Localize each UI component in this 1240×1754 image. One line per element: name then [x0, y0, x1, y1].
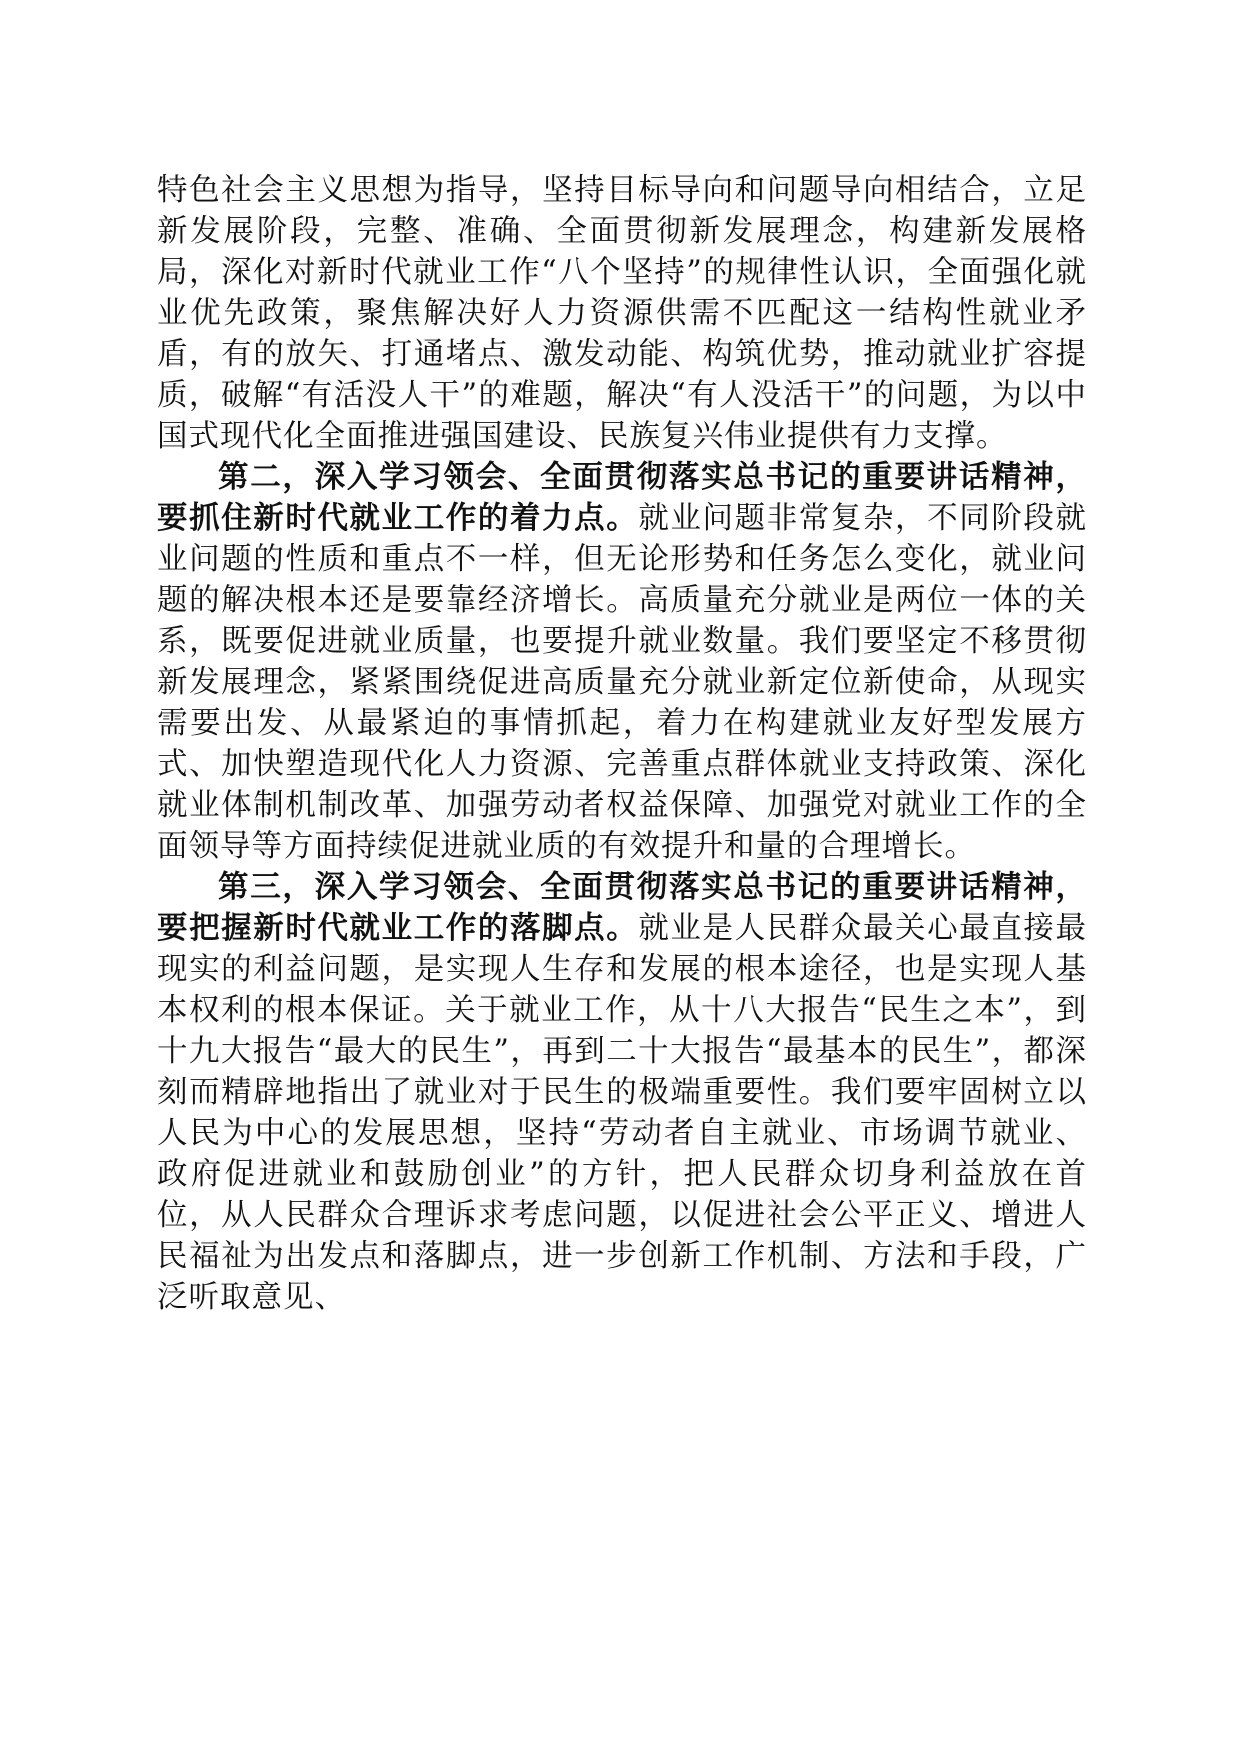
paragraph-text: 就业问题非常复杂，不同阶段就业问题的性质和重点不一样，但无论形势和任务怎么变化，就业问题的解决根本还是要靠经济增长。高质量充分就业是两位一体的关系，既要促进就业质量，也要提升就业数量。我们要坚定不移贯彻新发展理念，紧紧围绕促进高质量充分就业新定位新使命，从现实需要出发、从最紧迫的事情抓起，着力在构建就业友好型发展方式、加快塑造现代化人力资源、完善重点群体就业支持政策、深化就业体制机制改革、加强劳动者权益保障、加强党对就业工作的全面领导等方面持续促进就业质的有效提升和量的合理增长。	[157, 501, 1088, 864]
paragraph-text: 特色社会主义思想为指导，坚持目标导向和问题导向相结合，立足新发展阶段，完整、准确、全面贯彻新发展理念，构建新发展格局，深化对新时代就业工作“八个坚持”的规律性认识，全面强化就业优先政策，聚焦解决好人力资源供需不匹配这一结构性就业矛盾，有的放矢、打通堵点、激发动能、构筑优势，推动就业扩容提质，破解“有活没人干”的难题，解决“有人没活干”的问题，为以中国式现代化全面推进强国建设、民族复兴伟业提供有力支撑。	[157, 173, 1087, 454]
paragraph-second-point	[157, 457, 1087, 867]
paragraph-text: 就业是人民群众最关心最直接最现实的利益问题，是实现人生存和发展的根本途径，也是实现人基本权利的根本保证。关于就业工作，从十八大报告“民生之本”，到十九大报告“最大的民生”，再到二十大报告“最基本的民生”，都深刻而精辟地指出了就业对于民生的极端重要性。我们要牢固树立以人民为中心的发展思想，坚持“劳动者自主就业、市场调节就业、政府促进就业和鼓励创业”的方针，把人民群众切身利益放在首位，从人民群众合理诉求考虑问题，以促进社会公平正义、增进人民福祉为出发点和落脚点，进一步创新工作机制、方法和手段，广泛听取意见、	[157, 911, 1088, 1315]
paragraph-third-point	[157, 867, 1087, 1318]
paragraph-heading: 第二，深入学习领会、全面贯彻落实总书记的重要讲话精神，要抓住新时代就业工作的着力点。	[157, 460, 1087, 536]
paragraph-continuation	[157, 170, 1087, 457]
document-body	[157, 170, 1087, 1318]
paragraph-heading: 第三，深入学习领会、全面贯彻落实总书记的重要讲话精神，要把握新时代就业工作的落脚点。	[157, 870, 1087, 946]
